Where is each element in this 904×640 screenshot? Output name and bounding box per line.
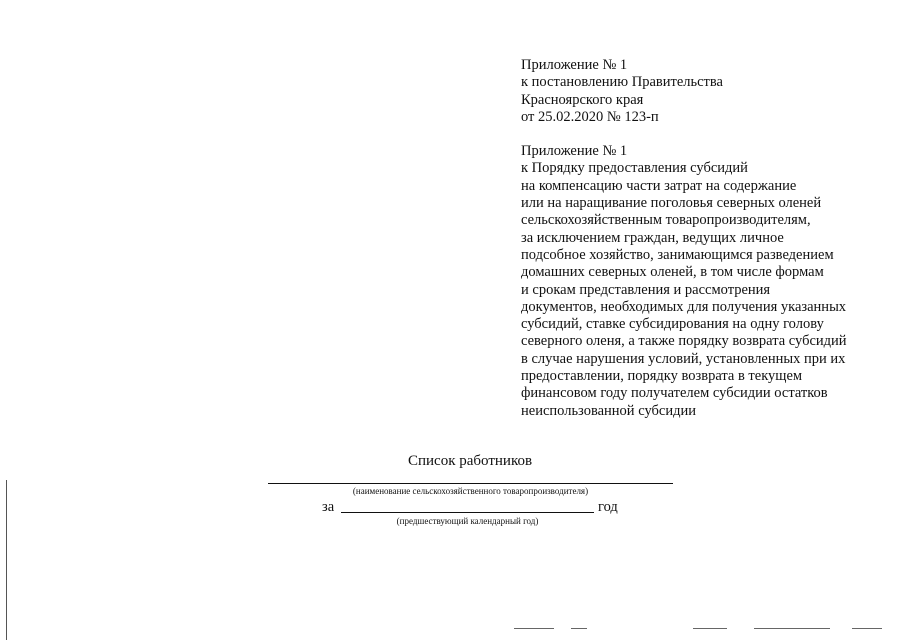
procedure-line: финансовом году получателем субсидии остатков xyxy=(521,385,828,402)
procedure-line: северного оленя, а также порядку возврата субсидий xyxy=(521,333,847,350)
year-caption: (предшествующий календарный год) xyxy=(396,516,539,526)
procedure-line: на компенсацию части затрат на содержание xyxy=(521,177,797,194)
rule-fragment xyxy=(852,628,882,629)
procedure-line: домашних северных оленей, в том числе формам xyxy=(521,264,824,281)
year-row xyxy=(322,498,632,516)
rule-fragment xyxy=(754,628,830,629)
resolution-reference xyxy=(521,57,881,126)
procedure-line: неиспользованной субсидии xyxy=(521,402,696,419)
document-title: Список работников xyxy=(408,453,533,469)
procedure-line: субсидий, ставке субсидирования на одну голову xyxy=(521,316,824,333)
procedure-line: за исключением граждан, ведущих личное xyxy=(521,229,784,246)
page-edge-line xyxy=(6,480,7,640)
za-label: за xyxy=(322,499,335,515)
organization-name-caption: (наименование сельскохозяйственного товаропроизводителя) xyxy=(352,486,589,496)
resolution-line: Красноярского края xyxy=(521,91,644,108)
procedure-line: предоставлении, порядку возврата в текущем xyxy=(521,368,803,385)
procedure-line: в случае нарушения условий, установленных при их xyxy=(521,350,846,367)
organization-name-blank[interactable] xyxy=(268,483,673,484)
procedure-line: и срокам представления и рассмотрения xyxy=(521,281,771,298)
procedure-line: Приложение № 1 xyxy=(521,143,628,160)
god-label: год xyxy=(598,499,618,515)
paragraph-gap xyxy=(521,126,881,143)
rule-fragment xyxy=(571,628,587,629)
procedure-line: подсобное хозяйство, занимающимся разведением xyxy=(521,246,834,263)
resolution-line: от 25.02.2020 № 123-п xyxy=(521,108,659,125)
resolution-line: к постановлению Правительства xyxy=(521,74,723,91)
procedure-reference xyxy=(521,143,881,420)
appendix-header xyxy=(521,57,881,420)
procedure-line: сельскохозяйственным товаропроизводителям, xyxy=(521,212,811,229)
procedure-line: или на наращивание поголовья северных оленей xyxy=(521,195,822,212)
resolution-line: Приложение № 1 xyxy=(521,57,628,73)
procedure-line: документов, необходимых для получения указанных xyxy=(521,298,847,315)
rule-fragment xyxy=(693,628,727,629)
procedure-line: к Порядку предоставления субсидий xyxy=(521,160,748,177)
rule-fragment xyxy=(514,628,554,629)
year-blank[interactable] xyxy=(341,512,594,513)
